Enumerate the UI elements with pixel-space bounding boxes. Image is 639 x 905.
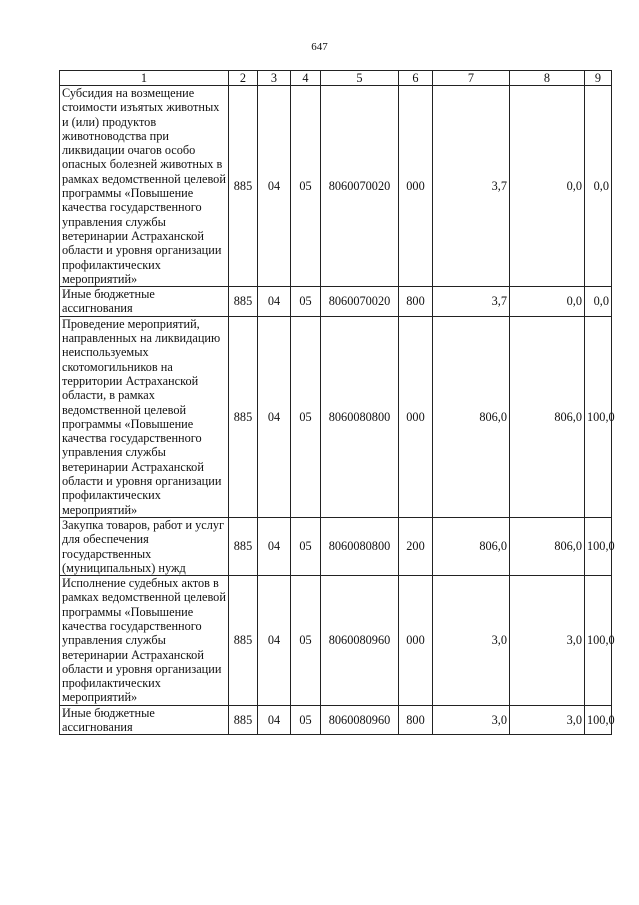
header-col-5: 5	[321, 71, 399, 86]
cell-percent: 100,0	[585, 705, 612, 735]
page-number: 647	[311, 41, 328, 53]
cell-admin-code: 885	[229, 316, 258, 517]
cell-percent: 100,0	[585, 316, 612, 517]
cell-section: 04	[258, 287, 291, 317]
table-header-row	[60, 71, 612, 86]
header-col-1: 1	[60, 71, 229, 86]
cell-subsection: 05	[291, 86, 321, 287]
cell-percent: 100,0	[585, 576, 612, 706]
header-col-6: 6	[399, 71, 433, 86]
cell-expense-type: 800	[399, 287, 433, 317]
cell-target-article: 8060080960	[321, 705, 399, 735]
cell-admin-code: 885	[229, 705, 258, 735]
cell-plan: 806,0	[433, 517, 510, 575]
cell-executed: 0,0	[510, 86, 585, 287]
cell-expense-type: 200	[399, 517, 433, 575]
cell-admin-code: 885	[229, 86, 258, 287]
cell-plan: 3,0	[433, 576, 510, 706]
header-col-9: 9	[585, 71, 612, 86]
header-col-8: 8	[510, 71, 585, 86]
cell-percent: 0,0	[585, 86, 612, 287]
cell-plan: 3,7	[433, 86, 510, 287]
row-name: Иные бюджетные ассигнования	[60, 287, 229, 317]
header-col-2: 2	[229, 71, 258, 86]
row-name: Субсидия на возмещение стоимости изъятых животных и (или) продуктов животноводства при ликвидации очагов особо опасных болезней животных в рамках ведомственной целевой программы «Повышение качества государственного управления службы ветеринарии Астраханской области и уровня организации профилактических мероприятий»	[60, 86, 229, 287]
cell-target-article: 8060070020	[321, 86, 399, 287]
cell-subsection: 05	[291, 316, 321, 517]
cell-section: 04	[258, 86, 291, 287]
cell-expense-type: 000	[399, 86, 433, 287]
cell-section: 04	[258, 576, 291, 706]
table-row	[60, 705, 612, 735]
row-name: Проведение мероприятий, направленных на ликвидацию неиспользуемых скотомогильников на территории Астраханской области, в рамках ведомственной целевой программы «Повышение качества государственного управления службы ветеринарии Астраханской области и уровня организации профилактических мероприятий»	[60, 316, 229, 517]
cell-plan: 3,0	[433, 705, 510, 735]
cell-executed: 3,0	[510, 576, 585, 706]
header-col-3: 3	[258, 71, 291, 86]
cell-admin-code: 885	[229, 517, 258, 575]
cell-plan: 806,0	[433, 316, 510, 517]
cell-subsection: 05	[291, 705, 321, 735]
budget-table	[59, 70, 615, 735]
cell-subsection: 05	[291, 576, 321, 706]
cell-section: 04	[258, 517, 291, 575]
cell-subsection: 05	[291, 517, 321, 575]
cell-executed: 3,0	[510, 705, 585, 735]
row-name: Закупка товаров, работ и услуг для обеспечения государственных (муниципальных) нужд	[60, 517, 229, 575]
cell-executed: 806,0	[510, 517, 585, 575]
cell-percent: 0,0	[585, 287, 612, 317]
cell-admin-code: 885	[229, 576, 258, 706]
cell-subsection: 05	[291, 287, 321, 317]
cell-target-article: 8060080800	[321, 316, 399, 517]
table-row	[60, 316, 612, 517]
cell-executed: 0,0	[510, 287, 585, 317]
cell-section: 04	[258, 316, 291, 517]
table-row	[60, 576, 612, 706]
cell-section: 04	[258, 705, 291, 735]
cell-expense-type: 000	[399, 576, 433, 706]
row-name: Исполнение судебных актов в рамках ведомственной целевой программы «Повышение качества государственного управления службы ветеринарии Астраханской области и уровня организации профилактических мероприятий»	[60, 576, 229, 706]
table-row	[60, 517, 612, 575]
table-row	[60, 86, 612, 287]
header-col-7: 7	[433, 71, 510, 86]
cell-target-article: 8060070020	[321, 287, 399, 317]
row-name: Иные бюджетные ассигнования	[60, 705, 229, 735]
cell-admin-code: 885	[229, 287, 258, 317]
cell-plan: 3,7	[433, 287, 510, 317]
cell-target-article: 8060080800	[321, 517, 399, 575]
cell-target-article: 8060080960	[321, 576, 399, 706]
table-row	[60, 287, 612, 317]
cell-executed: 806,0	[510, 316, 585, 517]
header-col-4: 4	[291, 71, 321, 86]
cell-percent: 100,0	[585, 517, 612, 575]
cell-expense-type: 000	[399, 316, 433, 517]
cell-expense-type: 800	[399, 705, 433, 735]
